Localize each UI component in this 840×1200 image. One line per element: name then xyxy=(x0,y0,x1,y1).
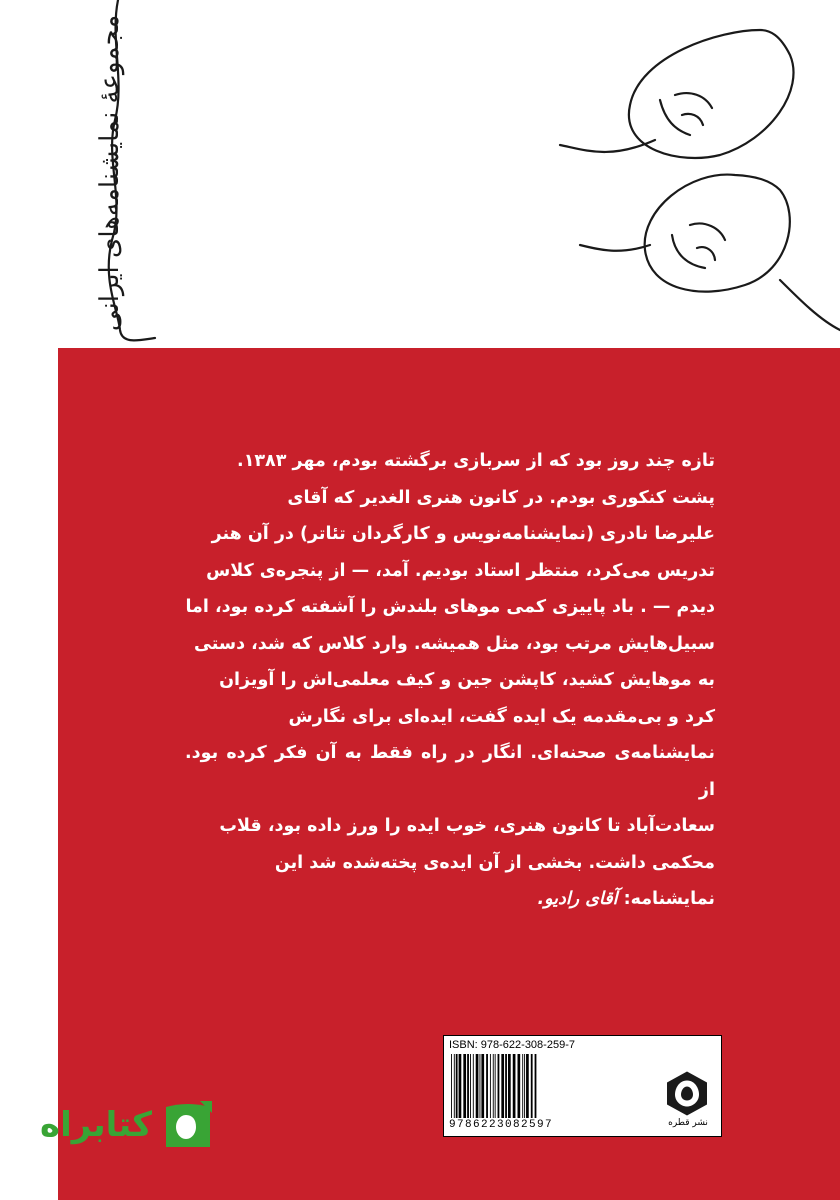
barcode-bar xyxy=(513,1054,516,1118)
series-title-text: مجموعهٔ نمایشنامه‌های ایرانی xyxy=(95,14,125,331)
blurb-line: سعادت‌آباد تا کانون هنری، خوب ایده را ورز داده بود، قلاب xyxy=(219,816,715,836)
blurb-line: نمایشنامه‌ی صحنه‌ای. انگار در راه فقط به آن فکر کرده بود. از xyxy=(185,743,715,800)
barcode-bar xyxy=(476,1054,479,1118)
blurb-line: تدریس می‌کرد، منتظر استاد بودیم. آمد، — از پنجره‌ی کلاس xyxy=(206,560,715,581)
barcode-bar xyxy=(486,1054,488,1118)
publisher-logo-icon xyxy=(662,1061,712,1126)
barcode-bar xyxy=(454,1054,455,1118)
play-title: آقای رادیو. xyxy=(537,889,618,909)
ean-digits: 9786223082597 xyxy=(449,1119,554,1131)
barcode-bar xyxy=(493,1054,494,1118)
barcode-bar xyxy=(467,1054,469,1118)
barcode-bar xyxy=(535,1054,537,1118)
store-logo xyxy=(40,1095,220,1155)
barcode-bar xyxy=(526,1054,529,1118)
barcode-bar xyxy=(473,1054,474,1118)
blurb-line: سبیل‌هایش مرتب بود، مثل همیشه. وارد کلاس که شد، دستی xyxy=(194,633,715,654)
blurb-line: محکمی داشت. بخشی از آن ایده‌ی پخته‌شده شد این xyxy=(274,852,715,873)
barcode-bar xyxy=(501,1054,504,1118)
barcode-bar xyxy=(451,1054,452,1118)
barcode-bar xyxy=(463,1054,466,1118)
blurb-last-line xyxy=(185,881,715,918)
blurb-line: به موهایش کشید، کاپشن جین و کیف معلمی‌اش را آویزان xyxy=(219,670,715,690)
barcode-bar xyxy=(459,1054,462,1118)
store-book-icon xyxy=(160,1097,216,1153)
blurb-last-prefix: نمایشنامه: xyxy=(623,889,715,909)
barcode-bar xyxy=(518,1054,521,1118)
barcode-bar xyxy=(531,1054,533,1118)
isbn-barcode-box xyxy=(443,1035,722,1137)
series-title xyxy=(55,0,165,345)
isbn-number: ISBN: 978-622-308-259-7 xyxy=(449,1039,575,1051)
barcode-bar xyxy=(524,1054,525,1118)
blurb-line: علیرضا نادری (نمایشنامه‌نویس و کارگردان تئاتر) در آن هنر xyxy=(211,524,715,544)
barcode-bar xyxy=(522,1054,523,1118)
barcode-bar xyxy=(495,1054,496,1118)
blurb-line: پشت کنکوری بودم. در کانون هنری الغدیر که آقای xyxy=(287,487,715,508)
barcode-bar xyxy=(508,1054,511,1118)
barcode-bar xyxy=(470,1054,471,1118)
blurb-line: کرد و بی‌مقدمه یک ایده گفت، ایده‌ای برای نگارش xyxy=(288,706,715,727)
blurb-line: تازه چند روز بود که از سربازی برگشته بودم، مهر ۱۳۸۳. xyxy=(237,451,715,471)
barcode-bar xyxy=(505,1054,507,1118)
blurb-line: دیدم — . باد پاییزی کمی موهای بلندش را آشفته کرده بود، اما xyxy=(185,597,715,617)
barcode-bar xyxy=(480,1054,481,1118)
publisher-name: نشر قطره xyxy=(668,1118,708,1128)
barcode-image xyxy=(449,1054,649,1118)
back-cover-blurb xyxy=(185,443,715,918)
store-name: کتابراه xyxy=(40,1105,153,1145)
barcode-bar xyxy=(498,1054,500,1118)
barcode-bar xyxy=(481,1054,484,1118)
barcode-bar xyxy=(490,1054,491,1118)
barcode-bar xyxy=(456,1054,458,1118)
